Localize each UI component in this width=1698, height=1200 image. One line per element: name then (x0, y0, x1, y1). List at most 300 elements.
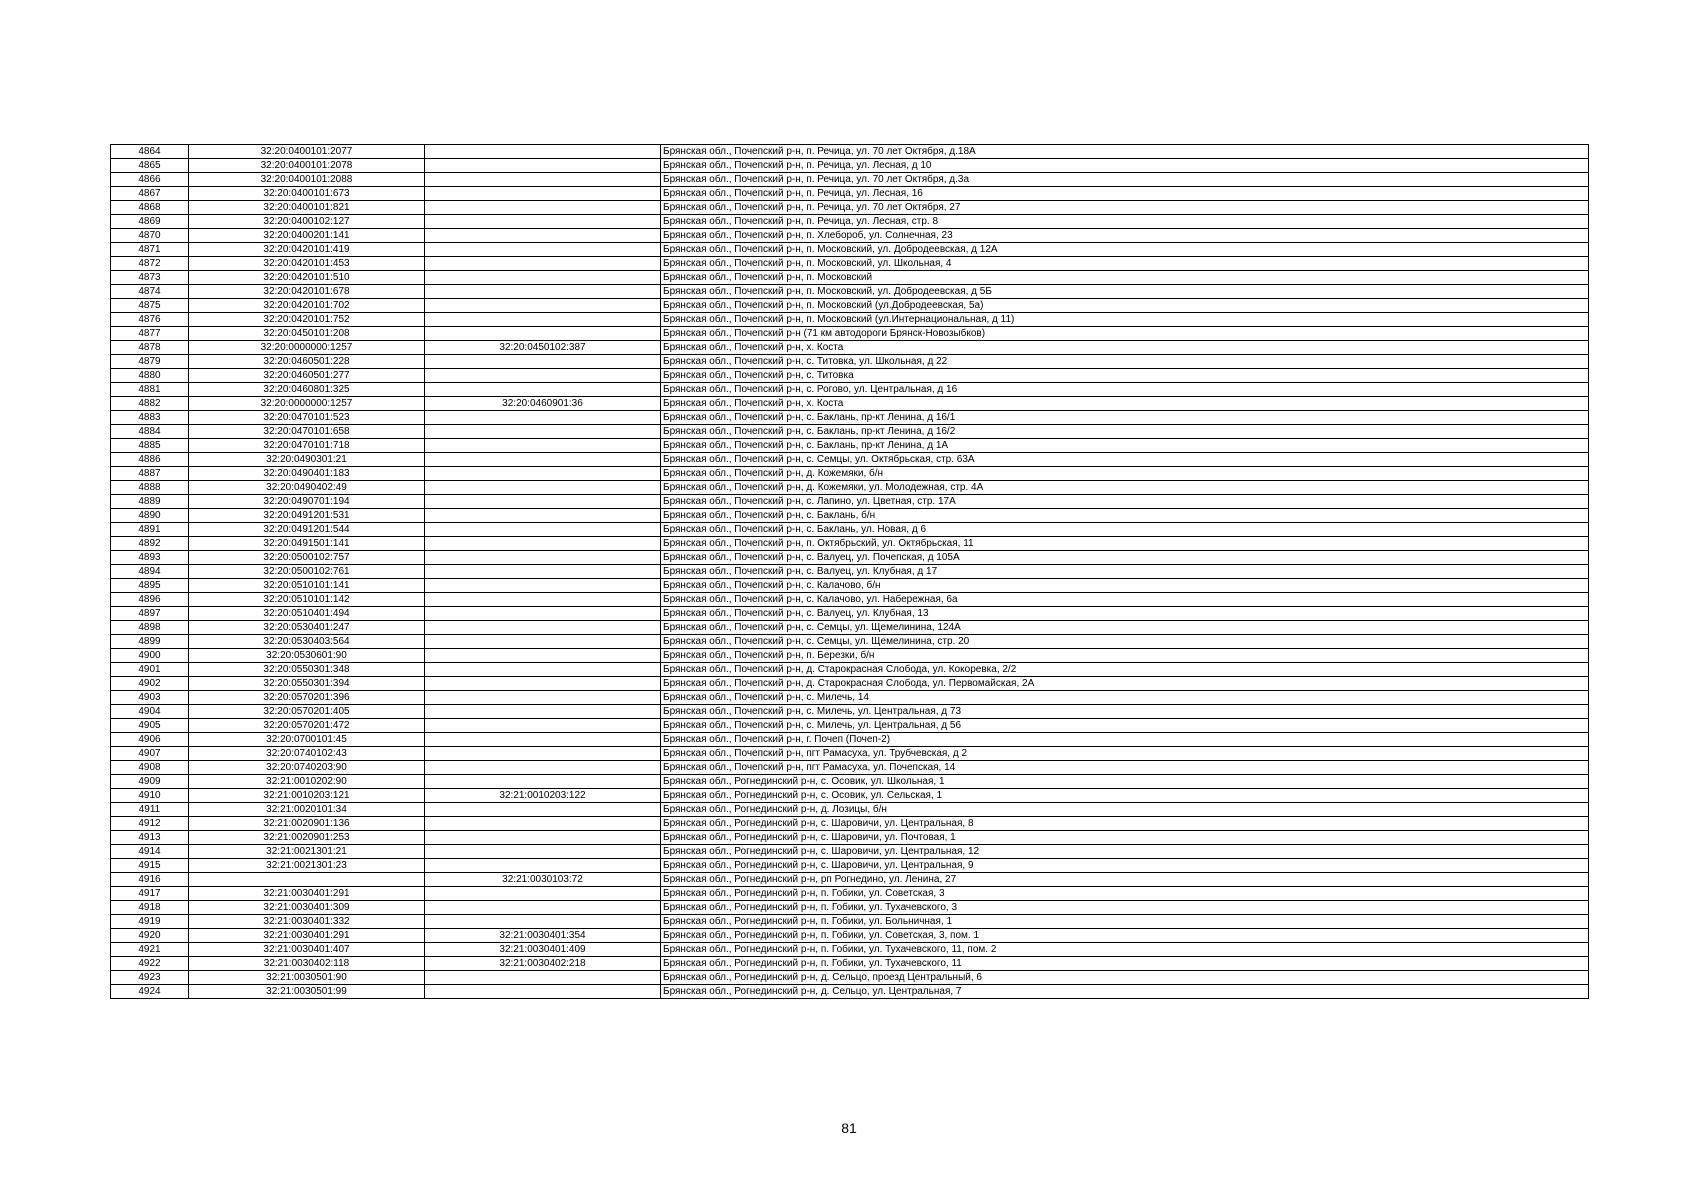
cadastral-number-cell: 32:20:0400101:2078 (189, 159, 425, 173)
address-cell: Брянская обл., Почепский р-н, п. Березки, б/н (661, 649, 1589, 663)
table-row (111, 607, 1589, 621)
row-number-cell: 4892 (111, 537, 189, 551)
related-cadastral-number-cell (425, 327, 661, 341)
related-cadastral-number-cell (425, 845, 661, 859)
table-row (111, 733, 1589, 747)
related-cadastral-number-cell (425, 187, 661, 201)
related-cadastral-number-cell (425, 299, 661, 313)
address-cell: Брянская обл., Почепский р-н, с. Валуец, ул. Клубная, 13 (661, 607, 1589, 621)
related-cadastral-number-cell (425, 145, 661, 159)
related-cadastral-number-cell: 32:21:0030402:218 (425, 957, 661, 971)
cadastral-number-cell: 32:20:0470101:658 (189, 425, 425, 439)
row-number-cell: 4874 (111, 285, 189, 299)
table-row (111, 271, 1589, 285)
address-cell: Брянская обл., Рогнединский р-н, п. Гобики, ул. Советская, 3 (661, 887, 1589, 901)
row-number-cell: 4865 (111, 159, 189, 173)
table-row (111, 481, 1589, 495)
row-number-cell: 4873 (111, 271, 189, 285)
address-cell: Брянская обл., Почепский р-н, с. Лапино, ул. Цветная, стр. 17А (661, 495, 1589, 509)
related-cadastral-number-cell: 32:21:0030401:354 (425, 929, 661, 943)
row-number-cell: 4864 (111, 145, 189, 159)
address-cell: Брянская обл., Почепский р-н, с. Баклань, ул. Новая, д 6 (661, 523, 1589, 537)
address-cell: Брянская обл., Рогнединский р-н, д. Сельцо, проезд Центральный, 6 (661, 971, 1589, 985)
row-number-cell: 4877 (111, 327, 189, 341)
related-cadastral-number-cell (425, 383, 661, 397)
row-number-cell: 4872 (111, 257, 189, 271)
cadastral-number-cell: 32:20:0400101:821 (189, 201, 425, 215)
related-cadastral-number-cell (425, 425, 661, 439)
related-cadastral-number-cell (425, 355, 661, 369)
cadastral-number-cell: 32:20:0490701:194 (189, 495, 425, 509)
related-cadastral-number-cell (425, 985, 661, 999)
address-cell: Брянская обл., Почепский р-н, п. Московский, ул. Школьная, 4 (661, 257, 1589, 271)
related-cadastral-number-cell (425, 607, 661, 621)
table-row (111, 229, 1589, 243)
related-cadastral-number-cell (425, 663, 661, 677)
row-number-cell: 4871 (111, 243, 189, 257)
table-row (111, 341, 1589, 355)
cadastral-number-cell: 32:20:0470101:718 (189, 439, 425, 453)
table-row (111, 439, 1589, 453)
address-cell: Брянская обл., Рогнединский р-н, с. Шаровичи, ул. Центральная, 9 (661, 859, 1589, 873)
cadastral-number-cell: 32:20:0491201:531 (189, 509, 425, 523)
address-cell: Брянская обл., Почепский р-н, с. Баклань, пр-кт Ленина, д 1А (661, 439, 1589, 453)
cadastral-number-cell: 32:20:0550301:348 (189, 663, 425, 677)
cadastral-number-cell: 32:21:0030401:332 (189, 915, 425, 929)
row-number-cell: 4879 (111, 355, 189, 369)
address-cell: Брянская обл., Почепский р-н, с. Титовка, ул. Школьная, д 22 (661, 355, 1589, 369)
row-number-cell: 4886 (111, 453, 189, 467)
related-cadastral-number-cell (425, 691, 661, 705)
table-row (111, 187, 1589, 201)
related-cadastral-number-cell (425, 523, 661, 537)
related-cadastral-number-cell (425, 621, 661, 635)
cadastral-number-cell: 32:20:0420101:510 (189, 271, 425, 285)
row-number-cell: 4911 (111, 803, 189, 817)
table-row (111, 537, 1589, 551)
row-number-cell: 4885 (111, 439, 189, 453)
cadastral-number-cell: 32:20:0400101:673 (189, 187, 425, 201)
table-row (111, 383, 1589, 397)
table-row (111, 593, 1589, 607)
cadastral-number-cell: 32:20:0420101:702 (189, 299, 425, 313)
table-row (111, 677, 1589, 691)
table-row (111, 663, 1589, 677)
cadastral-number-cell: 32:20:0460501:228 (189, 355, 425, 369)
address-cell: Брянская обл., Почепский р-н, с. Семцы, ул. Щемелинина, 124А (661, 621, 1589, 635)
table-row (111, 621, 1589, 635)
cadastral-number-cell: 32:20:0530403:564 (189, 635, 425, 649)
related-cadastral-number-cell (425, 859, 661, 873)
cadastral-number-cell: 32:20:0490402:49 (189, 481, 425, 495)
cadastral-number-cell: 32:20:0460501:277 (189, 369, 425, 383)
cadastral-number-cell: 32:21:0020901:136 (189, 817, 425, 831)
registry-table-body (111, 145, 1589, 999)
address-cell: Брянская обл., Почепский р-н (71 км автодороги Брянск-Новозыбков) (661, 327, 1589, 341)
related-cadastral-number-cell (425, 719, 661, 733)
page-number: 81 (841, 1120, 857, 1136)
row-number-cell: 4890 (111, 509, 189, 523)
related-cadastral-number-cell (425, 551, 661, 565)
table-row (111, 257, 1589, 271)
row-number-cell: 4921 (111, 943, 189, 957)
row-number-cell: 4898 (111, 621, 189, 635)
cadastral-number-cell: 32:20:0491201:544 (189, 523, 425, 537)
address-cell: Брянская обл., Почепский р-н, с. Титовка (661, 369, 1589, 383)
table-row (111, 523, 1589, 537)
related-cadastral-number-cell (425, 271, 661, 285)
related-cadastral-number-cell: 32:21:0030103:72 (425, 873, 661, 887)
cadastral-number-cell: 32:20:0570201:472 (189, 719, 425, 733)
related-cadastral-number-cell (425, 649, 661, 663)
related-cadastral-number-cell: 32:21:0030401:409 (425, 943, 661, 957)
address-cell: Брянская обл., Почепский р-н, с. Милечь, ул. Центральная, д 73 (661, 705, 1589, 719)
row-number-cell: 4895 (111, 579, 189, 593)
cadastral-number-cell: 32:20:0400101:2077 (189, 145, 425, 159)
address-cell: Брянская обл., Рогнединский р-н, п. Гобики, ул. Тухачевского, 3 (661, 901, 1589, 915)
cadastral-number-cell: 32:20:0530401:247 (189, 621, 425, 635)
row-number-cell: 4880 (111, 369, 189, 383)
related-cadastral-number-cell (425, 775, 661, 789)
cadastral-number-cell: 32:21:0021301:23 (189, 859, 425, 873)
table-row (111, 775, 1589, 789)
cadastral-number-cell: 32:20:0490401:183 (189, 467, 425, 481)
row-number-cell: 4918 (111, 901, 189, 915)
table-row (111, 845, 1589, 859)
row-number-cell: 4894 (111, 565, 189, 579)
table-row (111, 159, 1589, 173)
address-cell: Брянская обл., Рогнединский р-н, с. Осовик, ул. Школьная, 1 (661, 775, 1589, 789)
address-cell: Брянская обл., Рогнединский р-н, с. Шаровичи, ул. Центральная, 12 (661, 845, 1589, 859)
row-number-cell: 4924 (111, 985, 189, 999)
related-cadastral-number-cell (425, 453, 661, 467)
cadastral-number-cell: 32:20:0500102:757 (189, 551, 425, 565)
table-row (111, 327, 1589, 341)
table-row (111, 943, 1589, 957)
related-cadastral-number-cell (425, 733, 661, 747)
table-row (111, 145, 1589, 159)
table-row (111, 719, 1589, 733)
cadastral-number-cell: 32:20:0510401:494 (189, 607, 425, 621)
related-cadastral-number-cell (425, 831, 661, 845)
row-number-cell: 4913 (111, 831, 189, 845)
row-number-cell: 4878 (111, 341, 189, 355)
cadastral-number-cell: 32:20:0510101:142 (189, 593, 425, 607)
address-cell: Брянская обл., Рогнединский р-н, п. Гобики, ул. Советская, 3, пом. 1 (661, 929, 1589, 943)
related-cadastral-number-cell (425, 369, 661, 383)
row-number-cell: 4868 (111, 201, 189, 215)
related-cadastral-number-cell (425, 593, 661, 607)
row-number-cell: 4884 (111, 425, 189, 439)
cadastral-number-cell: 32:21:0020101:34 (189, 803, 425, 817)
cadastral-number-cell: 32:21:0030401:291 (189, 887, 425, 901)
address-cell: Брянская обл., Почепский р-н, с. Валуец, ул. Почепская, д 105А (661, 551, 1589, 565)
related-cadastral-number-cell (425, 285, 661, 299)
cadastral-number-cell: 32:20:0400102:127 (189, 215, 425, 229)
related-cadastral-number-cell (425, 677, 661, 691)
table-row (111, 831, 1589, 845)
table-row (111, 453, 1589, 467)
row-number-cell: 4912 (111, 817, 189, 831)
related-cadastral-number-cell (425, 257, 661, 271)
row-number-cell: 4923 (111, 971, 189, 985)
related-cadastral-number-cell (425, 747, 661, 761)
row-number-cell: 4883 (111, 411, 189, 425)
related-cadastral-number-cell (425, 201, 661, 215)
table-row (111, 509, 1589, 523)
row-number-cell: 4907 (111, 747, 189, 761)
related-cadastral-number-cell: 32:20:0460901:36 (425, 397, 661, 411)
row-number-cell: 4920 (111, 929, 189, 943)
row-number-cell: 4922 (111, 957, 189, 971)
address-cell: Брянская обл., Почепский р-н, п. Московский (ул.Интернациональная, д 11) (661, 313, 1589, 327)
address-cell: Брянская обл., Почепский р-н, с. Калачово, ул. Набережная, 6а (661, 593, 1589, 607)
cadastral-number-cell: 32:20:0400101:2088 (189, 173, 425, 187)
cadastral-number-cell (189, 873, 425, 887)
row-number-cell: 4915 (111, 859, 189, 873)
address-cell: Брянская обл., Рогнединский р-н, п. Гобики, ул. Больничная, 1 (661, 915, 1589, 929)
address-cell: Брянская обл., Почепский р-н, с. Милечь, ул. Центральная, д 56 (661, 719, 1589, 733)
row-number-cell: 4917 (111, 887, 189, 901)
table-row (111, 957, 1589, 971)
address-cell: Брянская обл., Почепский р-н, с. Милечь, 14 (661, 691, 1589, 705)
row-number-cell: 4899 (111, 635, 189, 649)
related-cadastral-number-cell (425, 509, 661, 523)
row-number-cell: 4901 (111, 663, 189, 677)
address-cell: Брянская обл., Почепский р-н, с. Семцы, ул. Октябрьская, стр. 63А (661, 453, 1589, 467)
table-row (111, 635, 1589, 649)
related-cadastral-number-cell (425, 243, 661, 257)
related-cadastral-number-cell (425, 817, 661, 831)
table-row (111, 215, 1589, 229)
row-number-cell: 4903 (111, 691, 189, 705)
address-cell: Брянская обл., Почепский р-н, п. Речица, ул. Лесная, д 10 (661, 159, 1589, 173)
cadastral-number-cell: 32:21:0030501:90 (189, 971, 425, 985)
row-number-cell: 4919 (111, 915, 189, 929)
cadastral-number-cell: 32:21:0030401:291 (189, 929, 425, 943)
row-number-cell: 4904 (111, 705, 189, 719)
table-row (111, 873, 1589, 887)
address-cell: Брянская обл., Рогнединский р-н, с. Шаровичи, ул. Центральная, 8 (661, 817, 1589, 831)
address-cell: Брянская обл., Почепский р-н, п. Речица, ул. Лесная, стр. 8 (661, 215, 1589, 229)
cadastral-number-cell: 32:21:0021301:21 (189, 845, 425, 859)
cadastral-number-cell: 32:20:0470101:523 (189, 411, 425, 425)
related-cadastral-number-cell (425, 467, 661, 481)
cadastral-number-cell: 32:20:0700101:45 (189, 733, 425, 747)
table-row (111, 803, 1589, 817)
cadastral-number-cell: 32:21:0010203:121 (189, 789, 425, 803)
address-cell: Брянская обл., Почепский р-н, п. Речица, ул. Лесная, 16 (661, 187, 1589, 201)
address-cell: Брянская обл., Почепский р-н, с. Рогово, ул. Центральная, д 16 (661, 383, 1589, 397)
address-cell: Брянская обл., Почепский р-н, с. Баклань, пр-кт Ленина, д 16/1 (661, 411, 1589, 425)
cadastral-number-cell: 32:20:0570201:396 (189, 691, 425, 705)
related-cadastral-number-cell (425, 537, 661, 551)
table-row (111, 691, 1589, 705)
related-cadastral-number-cell (425, 411, 661, 425)
related-cadastral-number-cell (425, 173, 661, 187)
cadastral-number-cell: 32:20:0500102:761 (189, 565, 425, 579)
related-cadastral-number-cell (425, 215, 661, 229)
address-cell: Брянская обл., Почепский р-н, п. Московский, ул. Добродеевская, д 12А (661, 243, 1589, 257)
cadastral-number-cell: 32:20:0550301:394 (189, 677, 425, 691)
related-cadastral-number-cell (425, 803, 661, 817)
related-cadastral-number-cell (425, 915, 661, 929)
table-row (111, 929, 1589, 943)
cadastral-number-cell: 32:20:0400201:141 (189, 229, 425, 243)
table-row (111, 789, 1589, 803)
related-cadastral-number-cell (425, 761, 661, 775)
table-row (111, 817, 1589, 831)
cadastral-number-cell: 32:20:0570201:405 (189, 705, 425, 719)
cadastral-number-cell: 32:20:0420101:752 (189, 313, 425, 327)
address-cell: Брянская обл., Почепский р-н, п. Речица, ул. 70 лет Октября, д.3а (661, 173, 1589, 187)
related-cadastral-number-cell (425, 971, 661, 985)
table-row (111, 971, 1589, 985)
address-cell: Брянская обл., Рогнединский р-н, рп Рогнедино, ул. Ленина, 27 (661, 873, 1589, 887)
cadastral-number-cell: 32:21:0010202:90 (189, 775, 425, 789)
registry-table (110, 144, 1589, 999)
address-cell: Брянская обл., Почепский р-н, с. Калачово, б/н (661, 579, 1589, 593)
table-row (111, 985, 1589, 999)
row-number-cell: 4897 (111, 607, 189, 621)
row-number-cell: 4867 (111, 187, 189, 201)
row-number-cell: 4869 (111, 215, 189, 229)
address-cell: Брянская обл., Почепский р-н, пгт Рамасуха, ул. Почепская, 14 (661, 761, 1589, 775)
cadastral-number-cell: 32:20:0420101:453 (189, 257, 425, 271)
cadastral-number-cell: 32:20:0420101:678 (189, 285, 425, 299)
cadastral-number-cell: 32:20:0000000:1257 (189, 397, 425, 411)
row-number-cell: 4875 (111, 299, 189, 313)
cadastral-number-cell: 32:21:0030401:407 (189, 943, 425, 957)
table-row (111, 887, 1589, 901)
related-cadastral-number-cell (425, 887, 661, 901)
related-cadastral-number-cell (425, 901, 661, 915)
row-number-cell: 4866 (111, 173, 189, 187)
cadastral-number-cell: 32:20:0530601:90 (189, 649, 425, 663)
table-row (111, 369, 1589, 383)
row-number-cell: 4916 (111, 873, 189, 887)
table-row (111, 859, 1589, 873)
address-cell: Брянская обл., Почепский р-н, х. Коста (661, 397, 1589, 411)
row-number-cell: 4887 (111, 467, 189, 481)
address-cell: Брянская обл., Почепский р-н, п. Московский (ул.Добродеевская, 5а) (661, 299, 1589, 313)
cadastral-number-cell: 32:21:0020901:253 (189, 831, 425, 845)
related-cadastral-number-cell (425, 635, 661, 649)
row-number-cell: 4896 (111, 593, 189, 607)
address-cell: Брянская обл., Рогнединский р-н, п. Гобики, ул. Тухачевского, 11, пом. 2 (661, 943, 1589, 957)
cadastral-number-cell: 32:20:0490301:21 (189, 453, 425, 467)
address-cell: Брянская обл., Рогнединский р-н, с. Осовик, ул. Сельская, 1 (661, 789, 1589, 803)
table-row (111, 425, 1589, 439)
row-number-cell: 4910 (111, 789, 189, 803)
table-row (111, 397, 1589, 411)
related-cadastral-number-cell (425, 229, 661, 243)
table-row (111, 495, 1589, 509)
row-number-cell: 4905 (111, 719, 189, 733)
address-cell: Брянская обл., Почепский р-н, д. Старокрасная Слобода, ул. Первомайская, 2А (661, 677, 1589, 691)
address-cell: Брянская обл., Почепский р-н, д. Кожемяки, б/н (661, 467, 1589, 481)
row-number-cell: 4876 (111, 313, 189, 327)
table-row (111, 299, 1589, 313)
related-cadastral-number-cell (425, 579, 661, 593)
row-number-cell: 4893 (111, 551, 189, 565)
related-cadastral-number-cell: 32:21:0010203:122 (425, 789, 661, 803)
cadastral-number-cell: 32:21:0030501:99 (189, 985, 425, 999)
cadastral-number-cell: 32:20:0510101:141 (189, 579, 425, 593)
row-number-cell: 4908 (111, 761, 189, 775)
address-cell: Брянская обл., Почепский р-н, п. Речица, ул. 70 лет Октября, 27 (661, 201, 1589, 215)
table-row (111, 705, 1589, 719)
address-cell: Брянская обл., Почепский р-н, д. Старокрасная Слобода, ул. Кокоревка, 2/2 (661, 663, 1589, 677)
address-cell: Брянская обл., Почепский р-н, х. Коста (661, 341, 1589, 355)
row-number-cell: 4909 (111, 775, 189, 789)
table-row (111, 285, 1589, 299)
row-number-cell: 4882 (111, 397, 189, 411)
cadastral-number-cell: 32:21:0030402:118 (189, 957, 425, 971)
address-cell: Брянская обл., Почепский р-н, д. Кожемяки, ул. Молодежная, стр. 4А (661, 481, 1589, 495)
cadastral-number-cell: 32:20:0740203:90 (189, 761, 425, 775)
related-cadastral-number-cell (425, 481, 661, 495)
address-cell: Брянская обл., Рогнединский р-н, с. Шаровичи, ул. Почтовая, 1 (661, 831, 1589, 845)
address-cell: Брянская обл., Почепский р-н, с. Семцы, ул. Щемелинина, стр. 20 (661, 635, 1589, 649)
row-number-cell: 4889 (111, 495, 189, 509)
cadastral-number-cell: 32:20:0450101:208 (189, 327, 425, 341)
cadastral-number-cell: 32:20:0000000:1257 (189, 341, 425, 355)
row-number-cell: 4914 (111, 845, 189, 859)
address-cell: Брянская обл., Рогнединский р-н, д. Лозицы, б/н (661, 803, 1589, 817)
table-row (111, 201, 1589, 215)
row-number-cell: 4900 (111, 649, 189, 663)
table-row (111, 579, 1589, 593)
cadastral-number-cell: 32:20:0740102:43 (189, 747, 425, 761)
related-cadastral-number-cell (425, 313, 661, 327)
table-row (111, 173, 1589, 187)
row-number-cell: 4906 (111, 733, 189, 747)
address-cell: Брянская обл., Рогнединский р-н, д. Сельцо, ул. Центральная, 7 (661, 985, 1589, 999)
table-row (111, 915, 1589, 929)
row-number-cell: 4881 (111, 383, 189, 397)
row-number-cell: 4870 (111, 229, 189, 243)
table-row (111, 747, 1589, 761)
address-cell: Брянская обл., Почепский р-н, г. Почеп (Почеп-2) (661, 733, 1589, 747)
address-cell: Брянская обл., Почепский р-н, с. Баклань, б/н (661, 509, 1589, 523)
cadastral-number-cell: 32:21:0030401:309 (189, 901, 425, 915)
related-cadastral-number-cell (425, 495, 661, 509)
address-cell: Брянская обл., Почепский р-н, п. Хлебороб, ул. Солнечная, 23 (661, 229, 1589, 243)
table-row (111, 313, 1589, 327)
table-row (111, 467, 1589, 481)
address-cell: Брянская обл., Рогнединский р-н, п. Гобики, ул. Тухачевского, 11 (661, 957, 1589, 971)
table-row (111, 243, 1589, 257)
related-cadastral-number-cell (425, 565, 661, 579)
cadastral-number-cell: 32:20:0491501:141 (189, 537, 425, 551)
address-cell: Брянская обл., Почепский р-н, п. Речица, ул. 70 лет Октября, д.18А (661, 145, 1589, 159)
table-row (111, 411, 1589, 425)
row-number-cell: 4888 (111, 481, 189, 495)
related-cadastral-number-cell (425, 159, 661, 173)
row-number-cell: 4891 (111, 523, 189, 537)
address-cell: Брянская обл., Почепский р-н, п. Московский (661, 271, 1589, 285)
cadastral-number-cell: 32:20:0420101:419 (189, 243, 425, 257)
table-row (111, 901, 1589, 915)
address-cell: Брянская обл., Почепский р-н, с. Баклань, пр-кт Ленина, д 16/2 (661, 425, 1589, 439)
related-cadastral-number-cell: 32:20:0450102:387 (425, 341, 661, 355)
address-cell: Брянская обл., Почепский р-н, п. Октябрьский, ул. Октябрьская, 11 (661, 537, 1589, 551)
related-cadastral-number-cell (425, 439, 661, 453)
address-cell: Брянская обл., Почепский р-н, пгт Рамасуха, ул. Трубчевская, д 2 (661, 747, 1589, 761)
table-row (111, 355, 1589, 369)
related-cadastral-number-cell (425, 705, 661, 719)
